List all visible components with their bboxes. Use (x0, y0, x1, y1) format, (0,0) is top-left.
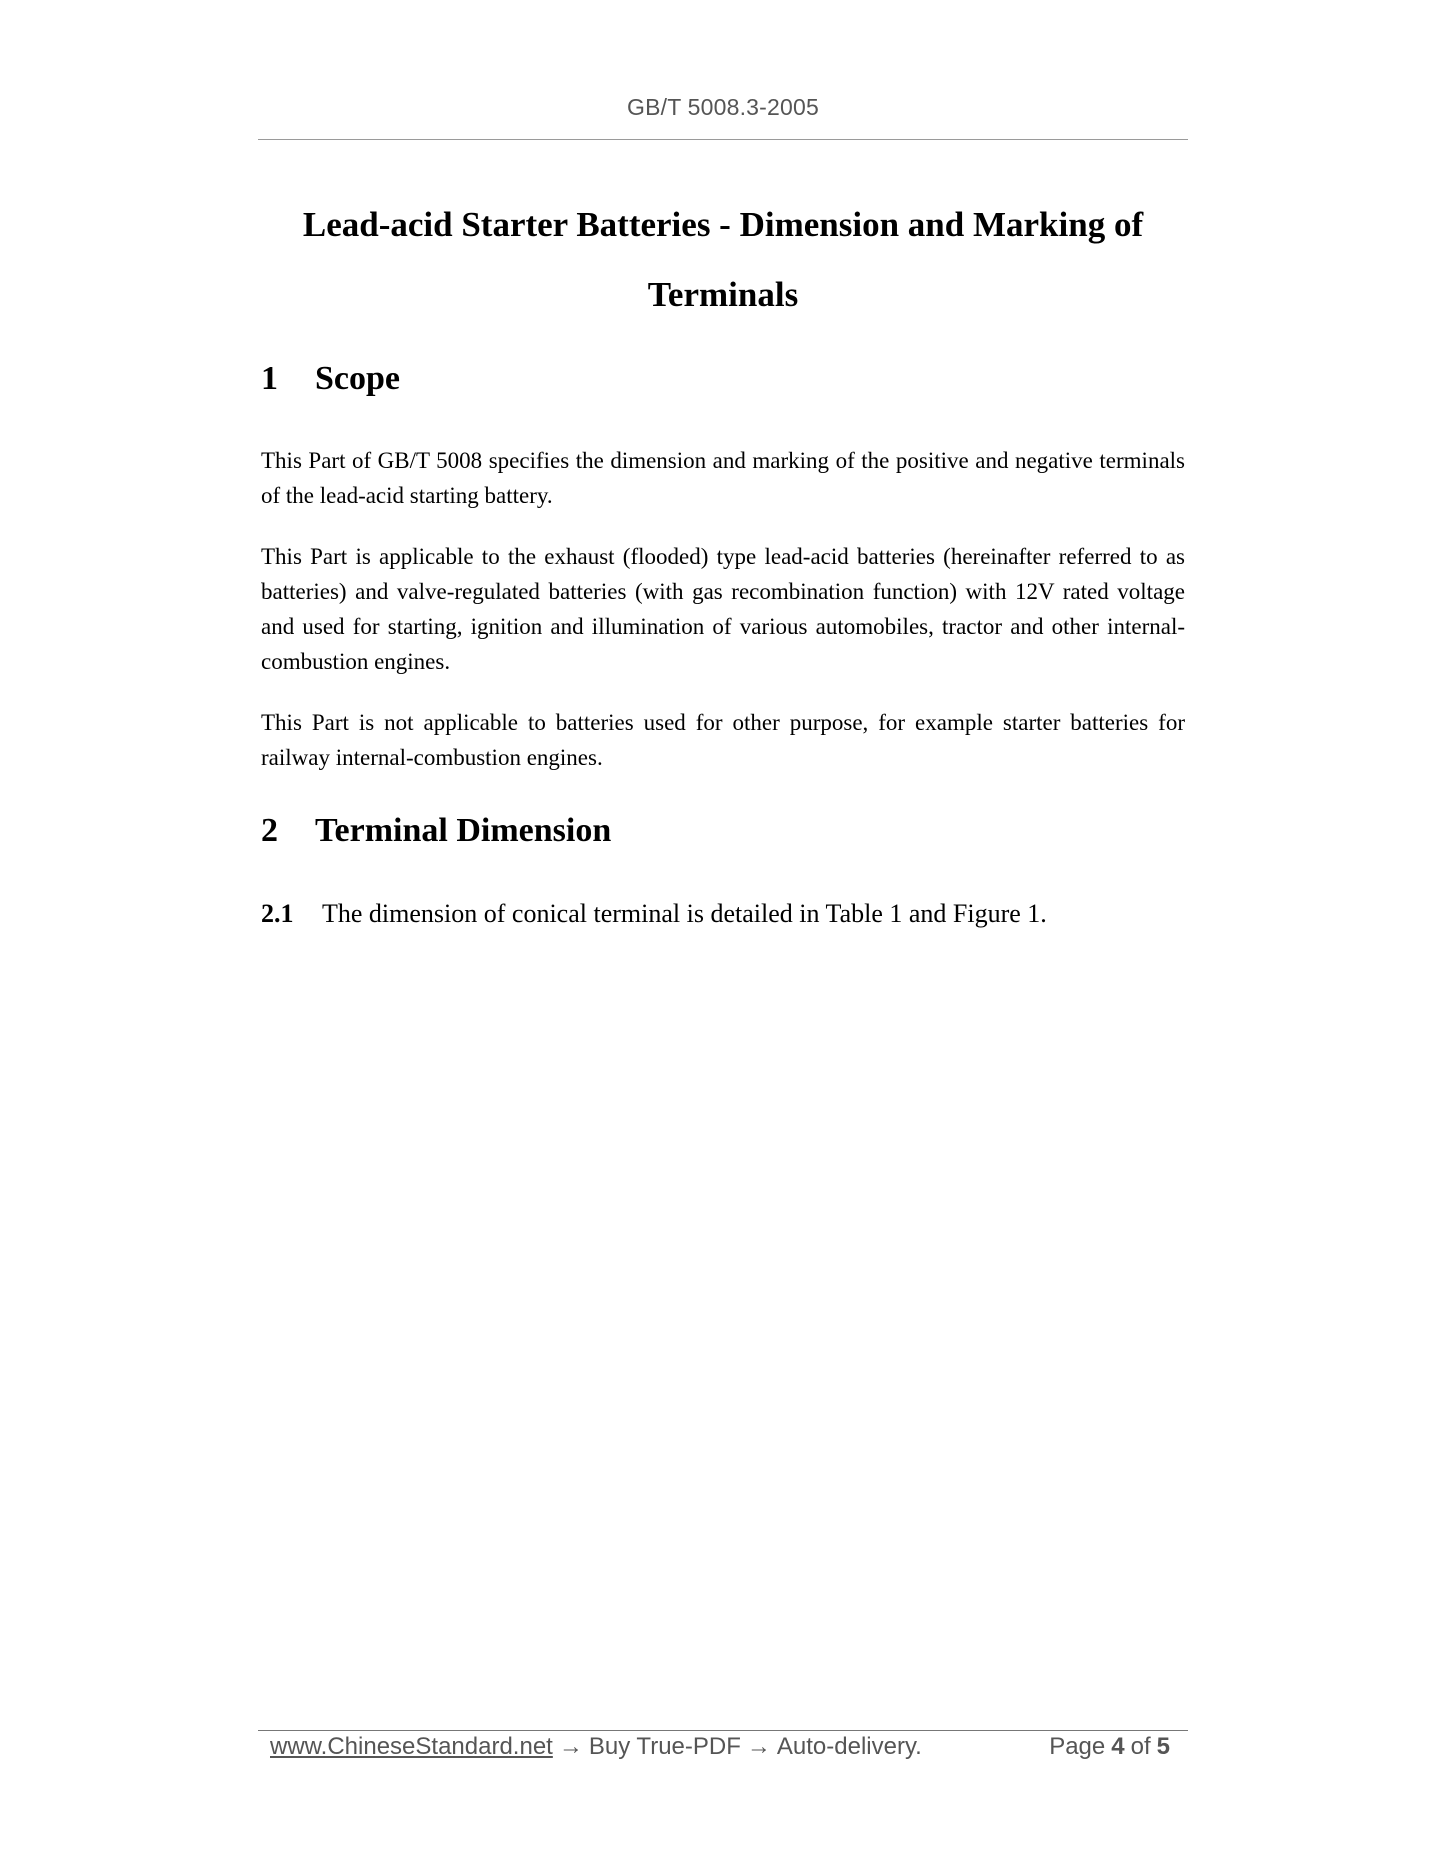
page-number (1049, 1733, 1176, 1761)
page-current: 4 (1111, 1733, 1125, 1760)
arrow-right-icon: → (558, 1733, 583, 1760)
website-link[interactable]: www.ChineseStandard.net (270, 1733, 553, 1760)
section-number: 1 (261, 360, 278, 397)
section-number: 2 (261, 812, 278, 849)
section-title: Scope (315, 360, 400, 397)
buy-pdf-text: Buy True-PDF (588, 1733, 741, 1760)
auto-delivery-text: Auto-delivery. (776, 1733, 922, 1760)
page-of: of (1130, 1733, 1151, 1760)
clause-2-1 (261, 896, 1185, 932)
section-heading-terminal-dimension (261, 812, 611, 850)
clause-text: The dimension of conical terminal is detailed in Table 1 and Figure 1. (322, 899, 1047, 928)
document-title: Lead-acid Starter Batteries - Dimension and Marking of Terminals (302, 205, 1144, 314)
clause-number: 2.1 (261, 899, 294, 928)
arrow-right-icon: → (746, 1733, 771, 1760)
page-label: Page (1049, 1733, 1106, 1760)
scope-paragraph-2: This Part is applicable to the exhaust (flooded) type lead-acid batteries (hereinafter referred to as batteries) and valve-regulated batteries (with gas recombination function) with 12V rated voltage and used for starting, ignition and illumination of various automobiles, tractor and other internal-combustion engines. (261, 544, 1185, 674)
scope-paragraph-3: This Part is not applicable to batteries used for other purpose, for example starter batteries for railway internal-combustion engines. (261, 710, 1185, 770)
footer-promo (270, 1733, 922, 1761)
scope-paragraph-1: This Part of GB/T 5008 specifies the dimension and marking of the positive and negative terminals of the lead-acid starting battery. (261, 448, 1185, 508)
page-total: 5 (1156, 1733, 1170, 1760)
section-heading-scope (261, 360, 400, 398)
footer-rule (258, 1730, 1188, 1731)
header-rule (258, 139, 1188, 140)
section-title: Terminal Dimension (315, 812, 612, 849)
running-header: GB/T 5008.3-2005 (626, 94, 820, 120)
